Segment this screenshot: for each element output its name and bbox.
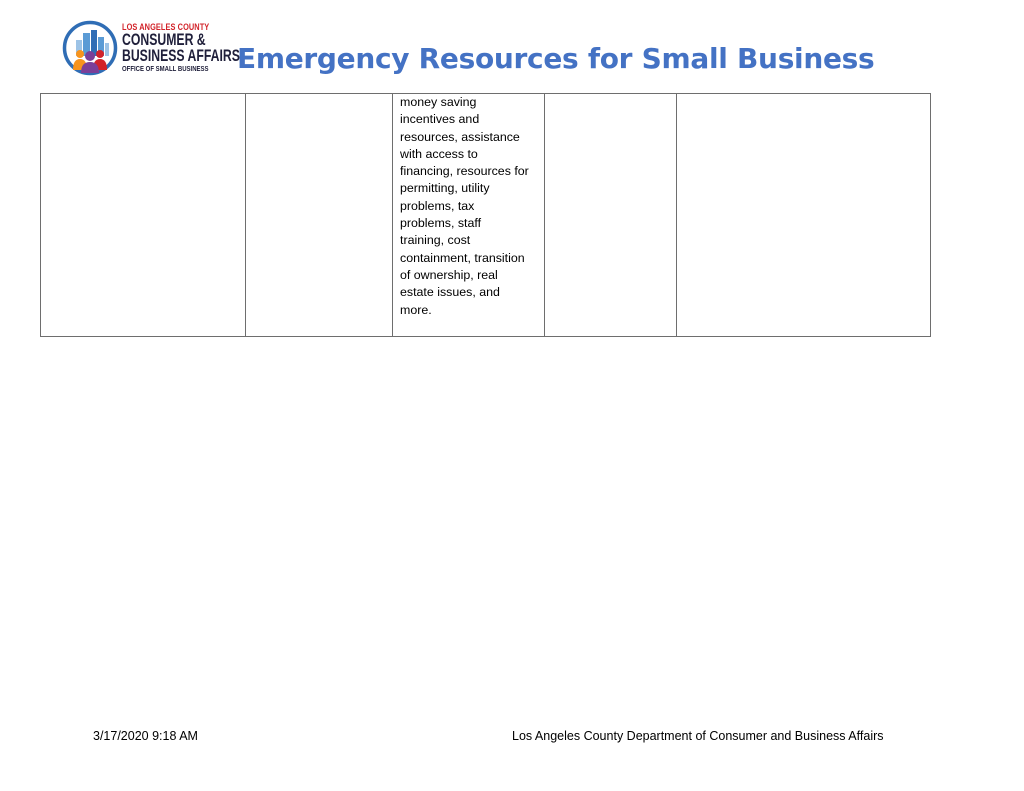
resource-table [40, 93, 931, 337]
logo-county-text: LOS ANGELES COUNTY [122, 22, 210, 32]
page-title: Emergency Resources for Small Business [237, 42, 875, 75]
logo-line-2: BUSINESS AFFAIRS [122, 46, 240, 65]
dcba-logo-icon [62, 20, 118, 76]
table-cell [41, 94, 246, 337]
footer-timestamp: 3/17/2020 9:18 AM [93, 729, 198, 743]
logo-office-text: OFFICE OF SMALL BUSINESS [122, 64, 209, 73]
services-description-text: money saving incentives and resources, assistance with access to financing, resources for permitting, utility problems, tax problems, staff training, cost containment, transition of ownership, real estate issues, and more. [400, 95, 529, 317]
footer-department: Los Angeles County Department of Consumer and Business Affairs [512, 729, 884, 743]
table-cell [545, 94, 677, 337]
table-cell-services [393, 94, 545, 337]
table-cell [677, 94, 931, 337]
table-cell [246, 94, 393, 337]
table-row [41, 94, 931, 337]
dcba-logo-wordmark [122, 22, 240, 73]
logo-line-1: CONSUMER & [122, 30, 206, 49]
